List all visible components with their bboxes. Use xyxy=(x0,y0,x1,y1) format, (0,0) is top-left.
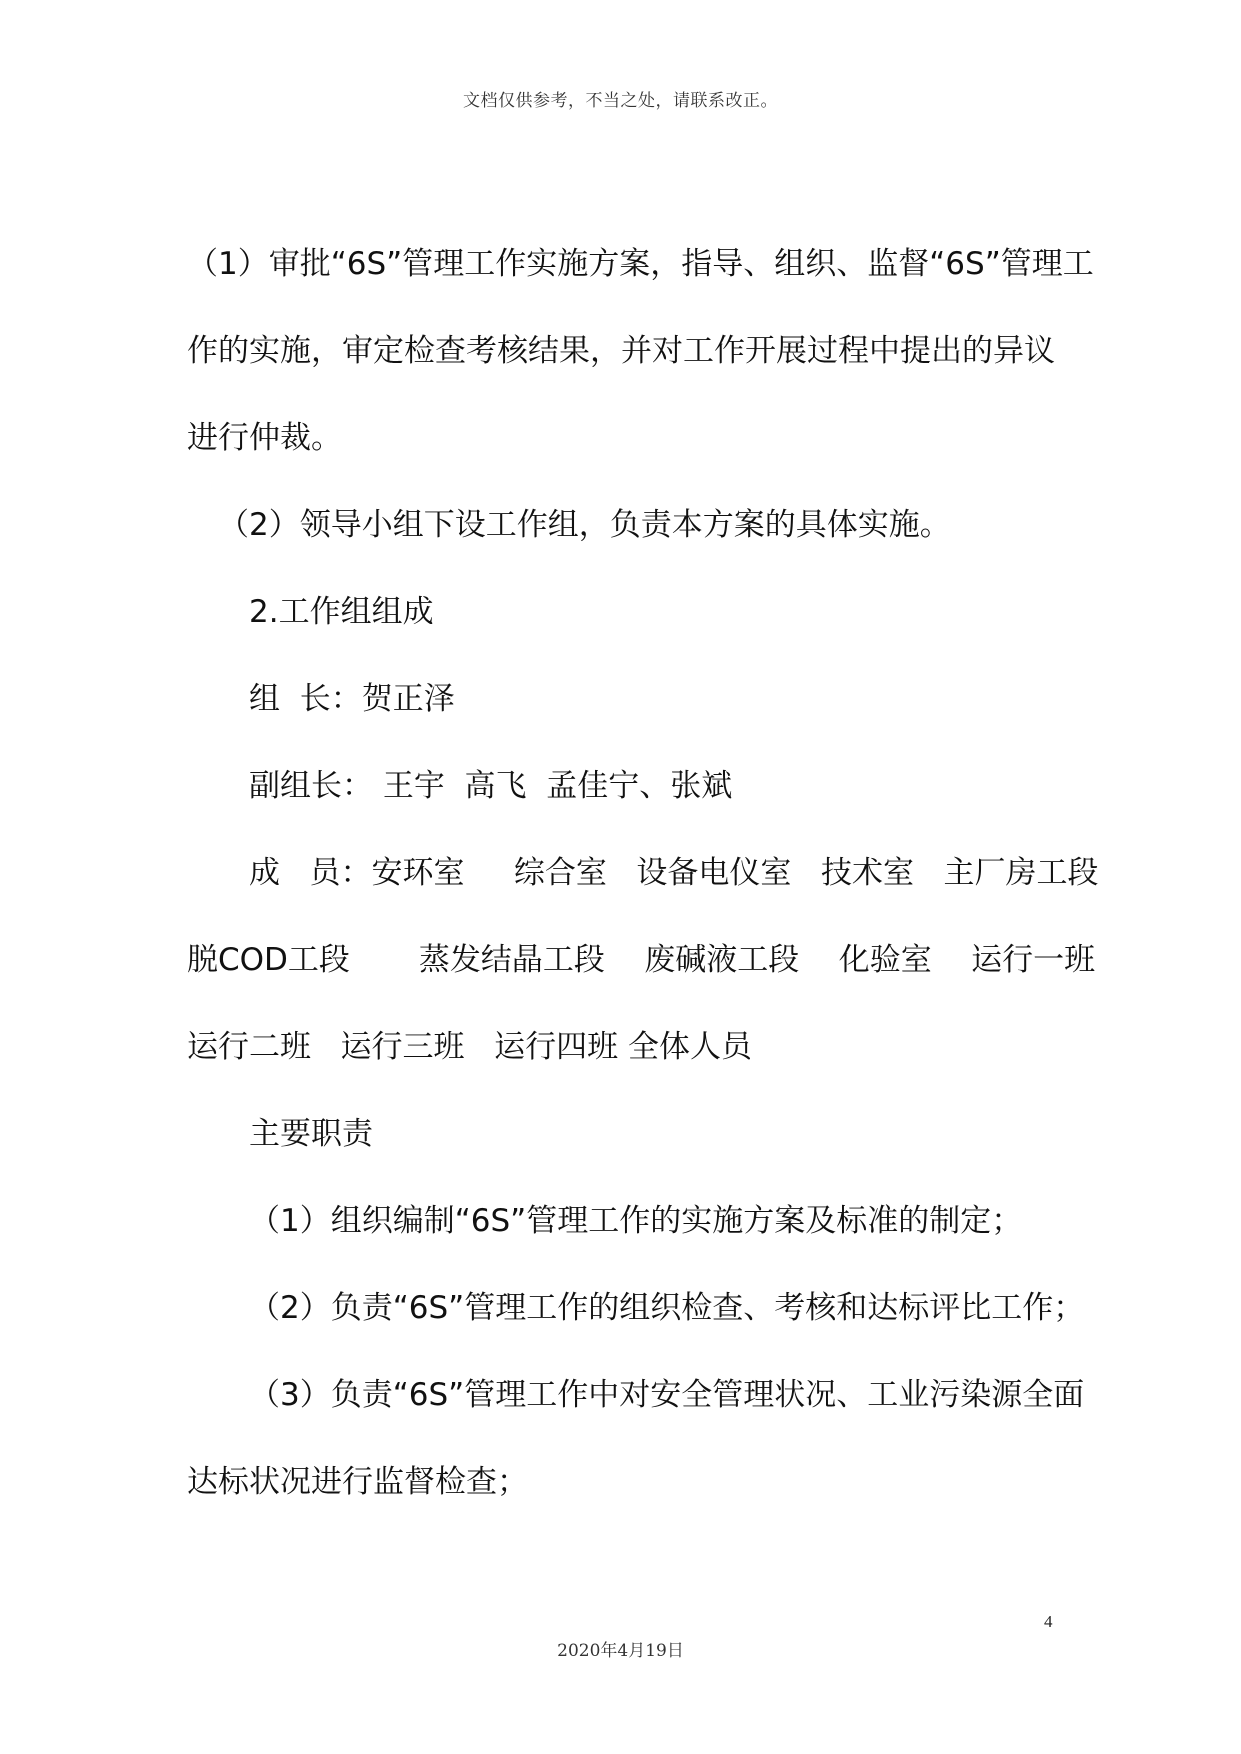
paragraph-line: 副组长： 王宇 高飞 孟佳宁、张斌 xyxy=(249,768,733,804)
page-number: 4 xyxy=(1044,1612,1053,1631)
paragraph-line: （2）负责“6S”管理工作的组织检查、考核和达标评比工作； xyxy=(249,1290,1085,1326)
section-heading: 2.工作组组成 xyxy=(249,594,434,630)
paragraph-line: 脱COD工段 蒸发结晶工段 废碱液工段 化验室 运行一班 xyxy=(187,942,1096,978)
section-heading: 主要职责 xyxy=(249,1116,373,1152)
paragraph-line: （1）审批“6S”管理工作实施方案，指导、组织、监督“6S”管理工 xyxy=(187,246,1094,282)
paragraph-line: 作的实施，审定检查考核结果，并对工作开展过程中提出的异议 xyxy=(187,333,1055,369)
page-footer-date: 2020年4月19日 xyxy=(557,1641,684,1661)
paragraph-line: （3）负责“6S”管理工作中对安全管理状况、工业污染源全面 xyxy=(249,1377,1085,1413)
paragraph-line: （1）组织编制“6S”管理工作的实施方案及标准的制定； xyxy=(249,1203,1023,1239)
paragraph-line: 组 长：贺正泽 xyxy=(249,681,455,717)
paragraph-line: 运行二班 运行三班 运行四班 全体人员 xyxy=(187,1029,752,1065)
paragraph-line: 达标状况进行监督检查； xyxy=(187,1464,528,1500)
paragraph-line: （2）领导小组下设工作组，负责本方案的具体实施。 xyxy=(218,507,951,543)
paragraph-line: 进行仲裁。 xyxy=(187,420,342,456)
page-header: 文档仅供参考，不当之处，请联系改正。 xyxy=(463,91,778,111)
paragraph-line: 成 员：安环室 综合室 设备电仪室 技术室 主厂房工段 xyxy=(249,855,1099,891)
